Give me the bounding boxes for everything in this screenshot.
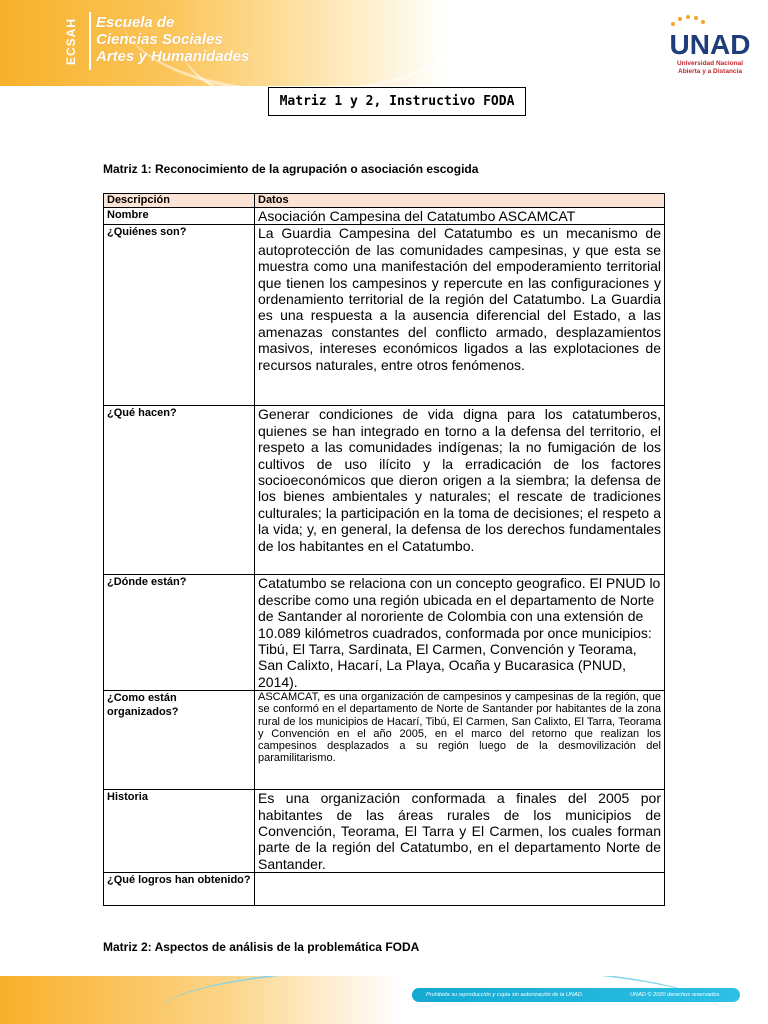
table-row — [104, 406, 665, 575]
footer-notice-bar — [412, 988, 740, 1002]
logo-line: Universidad Nacional — [676, 60, 744, 67]
matriz1-heading: Matriz 1: Reconocimiento de la agrupación o asociación escogida — [103, 162, 479, 176]
unad-logo — [660, 12, 760, 80]
logo-word: UNAD — [669, 29, 751, 60]
row-label-donde: ¿Dónde están? — [104, 575, 255, 691]
row-label-que-hacen: ¿Qué hacen? — [104, 406, 255, 575]
row-value-historia: Es una organización conformada a finales del 2005 por habitantes de las áreas rurales de los municipios de Convención, Teorama, El Tarra y El Carmen, los cuales forman parte de la región del Catatumbo, en el departamento Norte de Santander. — [255, 790, 665, 873]
row-label-organizados: ¿Como están organizados? — [104, 691, 255, 790]
row-value-nombre: Asociación Campesina del Catatumbo ASCAMCAT — [255, 208, 665, 225]
header-datos: Datos — [255, 194, 665, 208]
school-name — [96, 14, 249, 65]
table-row — [104, 575, 665, 691]
row-label-historia: Historia — [104, 790, 255, 873]
school-line: Ciencias Sociales — [96, 31, 223, 48]
matriz2-heading: Matriz 2: Aspectos de análisis de la problemática FODA — [103, 940, 420, 954]
footer-notice: Prohibida su reproducción y copia sin autorización de la UNAD. — [426, 992, 584, 998]
logo-line: Abierta y a Distancia — [678, 67, 742, 75]
sun-icon — [671, 15, 705, 26]
matriz1-table — [103, 193, 665, 906]
school-line: Artes y Humanidades — [96, 48, 250, 65]
school-divider — [89, 12, 91, 70]
row-value-organizados: ASCAMCAT, es una organización de campesinos y campesinas de la región, que se conformó en el departamento de Norte de Santander por habitantes de la zona rural de los municipios de Hacarí, Tibú, El Carmen, San Calixto, El Tarra, Teorama y Convención en el año 2005, en el marco del retorno que realizan los campesinos desplazados a su región luego de la desmovilización del paramilitarismo. — [255, 691, 665, 790]
row-value-que-hacen: Generar condiciones de vida digna para los catatumberos, quienes se han integrado en torno a la defensa del territorio, el respeto a las comunidades indígenas; la no fumigación de los cultivos de uso ilícito y la erradicación de los factores socioeconómicos que dieron origen a la siembra; la defensa de los bienes ambientales y naturales; el rescate de tradiciones culturales; la participación en la toma de decisiones; el respeto a la vida; y, en general, la defensa de los derechos fundamentales de los habitantes en el Catatumbo. — [255, 406, 665, 575]
table-row — [104, 225, 665, 406]
header-descripcion: Descripción — [104, 194, 255, 208]
table-row — [104, 873, 665, 906]
table-row — [104, 691, 665, 790]
row-value-donde: Catatumbo se relaciona con un concepto geografico. El PNUD lo describe como una región ubicada en el departamento de Norte de Santander al nororiente de Colombia con una extensión de 10.089 kilómetros cuadrados, conformada por once municipios: Tibú, El Tarra, Sardinata, El Carmen, Convención y Teorama, San Calixto, Hacarí, La Playa, Ocaña y Bucarasica (PNUD, 2014). — [255, 575, 665, 691]
document-title: Matriz 1 y 2, Instructivo FODA — [268, 87, 526, 116]
school-abbreviation: ECSAH — [64, 17, 78, 65]
row-value-quienes: La Guardia Campesina del Catatumbo es un mecanismo de autoprotección de las comunidades campesinas, y que esta se muestra como una manifestación del empoderamiento territorial que tienen los campesinos y repercute en las configuraciones y ordenamiento territorial de la región del Catatumbo. La Guardia es una respuesta a la ausencia diferencial del Estado, a las amenazas constantes del conflicto armado, desplazamientos masivos, intereses económicos ligados a las explotaciones de recursos naturales, entre otros fenómenos. — [255, 225, 665, 406]
row-value-logros — [255, 873, 665, 906]
table-row — [104, 208, 665, 225]
header-banner — [0, 0, 768, 86]
unad-logo-mark — [660, 12, 760, 60]
row-label-logros: ¿Qué logros han obtenido? — [104, 873, 255, 906]
row-label-nombre: Nombre — [104, 208, 255, 225]
table-header-row — [104, 194, 665, 208]
table-row — [104, 790, 665, 873]
footer-copyright: UNAD © 2020 derechos reservados. — [630, 992, 721, 998]
logo-caption — [660, 60, 760, 75]
row-label-quienes: ¿Quiénes son? — [104, 225, 255, 406]
school-line: Escuela de — [96, 14, 175, 31]
